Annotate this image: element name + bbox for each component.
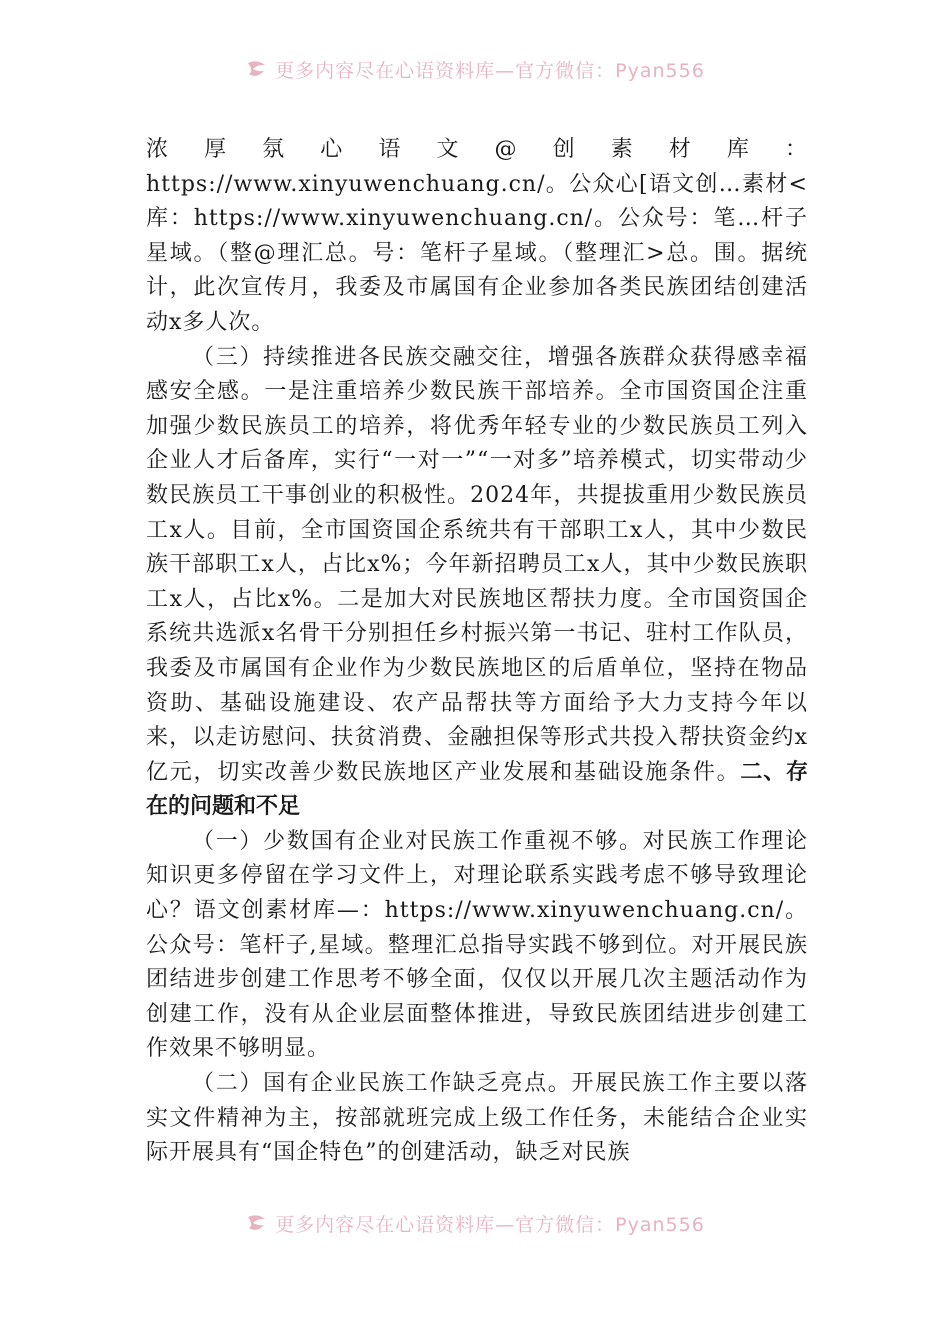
paragraph-4: （二）国有企业民族工作缺乏亮点。开展民族工作主要以落实文件精神为主，按部就班完成上级工作任务，未能结合企业实际开展具有“国企特色”的创建活动，缺乏对民族 bbox=[146, 1071, 808, 1166]
logo-icon bbox=[245, 1213, 269, 1233]
section-heading: 二、存在的问题和不足 bbox=[146, 759, 808, 820]
paragraph-3: （一）少数国有企业对民族工作重视不够。对民族工作理论知识更多停留在学习文件上，对理论联系实践考虑不够导致理论心？语文创素材库—：https://www.xinyuwenchuang.cn/。公众号：笔杆子,星域。整理汇总指导实践不够到位。对开展民族团结进步创建工作思考不够全面，仅仅以开展几次主题活动作为创建工作，没有从企业层面整体推进，导致民族团结进步创建工作效果不够明显。 bbox=[146, 828, 808, 1062]
paragraph-2 bbox=[146, 341, 808, 825]
watermark-footer bbox=[0, 1206, 950, 1240]
logo-icon bbox=[245, 59, 269, 79]
paragraph-1: 浓厚氛心语文@创素材库：https://www.xinyuwenchuang.cn/。公众心[语文创…素材<库：https://www.xinyuwenchuang.cn/。公众号：笔…杆子星域。（整@理汇总。号：笔杆子星域。（整理汇>总。围。据统计，此次宣传月，我委及市属国有企业参加各类民族团结创建活动x多人次。 bbox=[146, 137, 808, 335]
paragraph-2-text: （三）持续推进各民族交融交往，增强各族群众获得感幸福感安全感。一是注重培养少数民族干部培养。全市国资国企注重加强少数民族员工的培养，将优秀年轻专业的少数民族员工列入企业人才后备库，实行“一对一”“一对多”培养模式，切实带动少数民族员工干事创业的积极性。2024年，共提拔重用少数民族员工x人。目前，全市国资国企系统共有干部职工x人，其中少数民族干部职工x人，占比x%；今年新招聘员工x人，其中少数民族职工x人，占比x%。二是加大对民族地区帮扶力度。全市国资国企系统共选派x名骨干分别担任乡村振兴第一书记、驻村工作队员，我委及市属国有企业作为少数民族地区的后盾单位，坚持在物品资助、基础设施建设、农产品帮扶等方面给予大力支持今年以来，以走访慰问、扶贫消费、金融担保等形式共投入帮扶资金约x亿元，切实改善少数民族地区产业发展和基础设施条件。 bbox=[146, 344, 808, 785]
document-body bbox=[146, 133, 808, 1171]
watermark-text: 更多内容尽在心语资料库—官方微信：Pyan556 bbox=[275, 1213, 705, 1236]
watermark-text: 更多内容尽在心语资料库—官方微信：Pyan556 bbox=[275, 59, 705, 82]
watermark-header bbox=[0, 52, 950, 86]
